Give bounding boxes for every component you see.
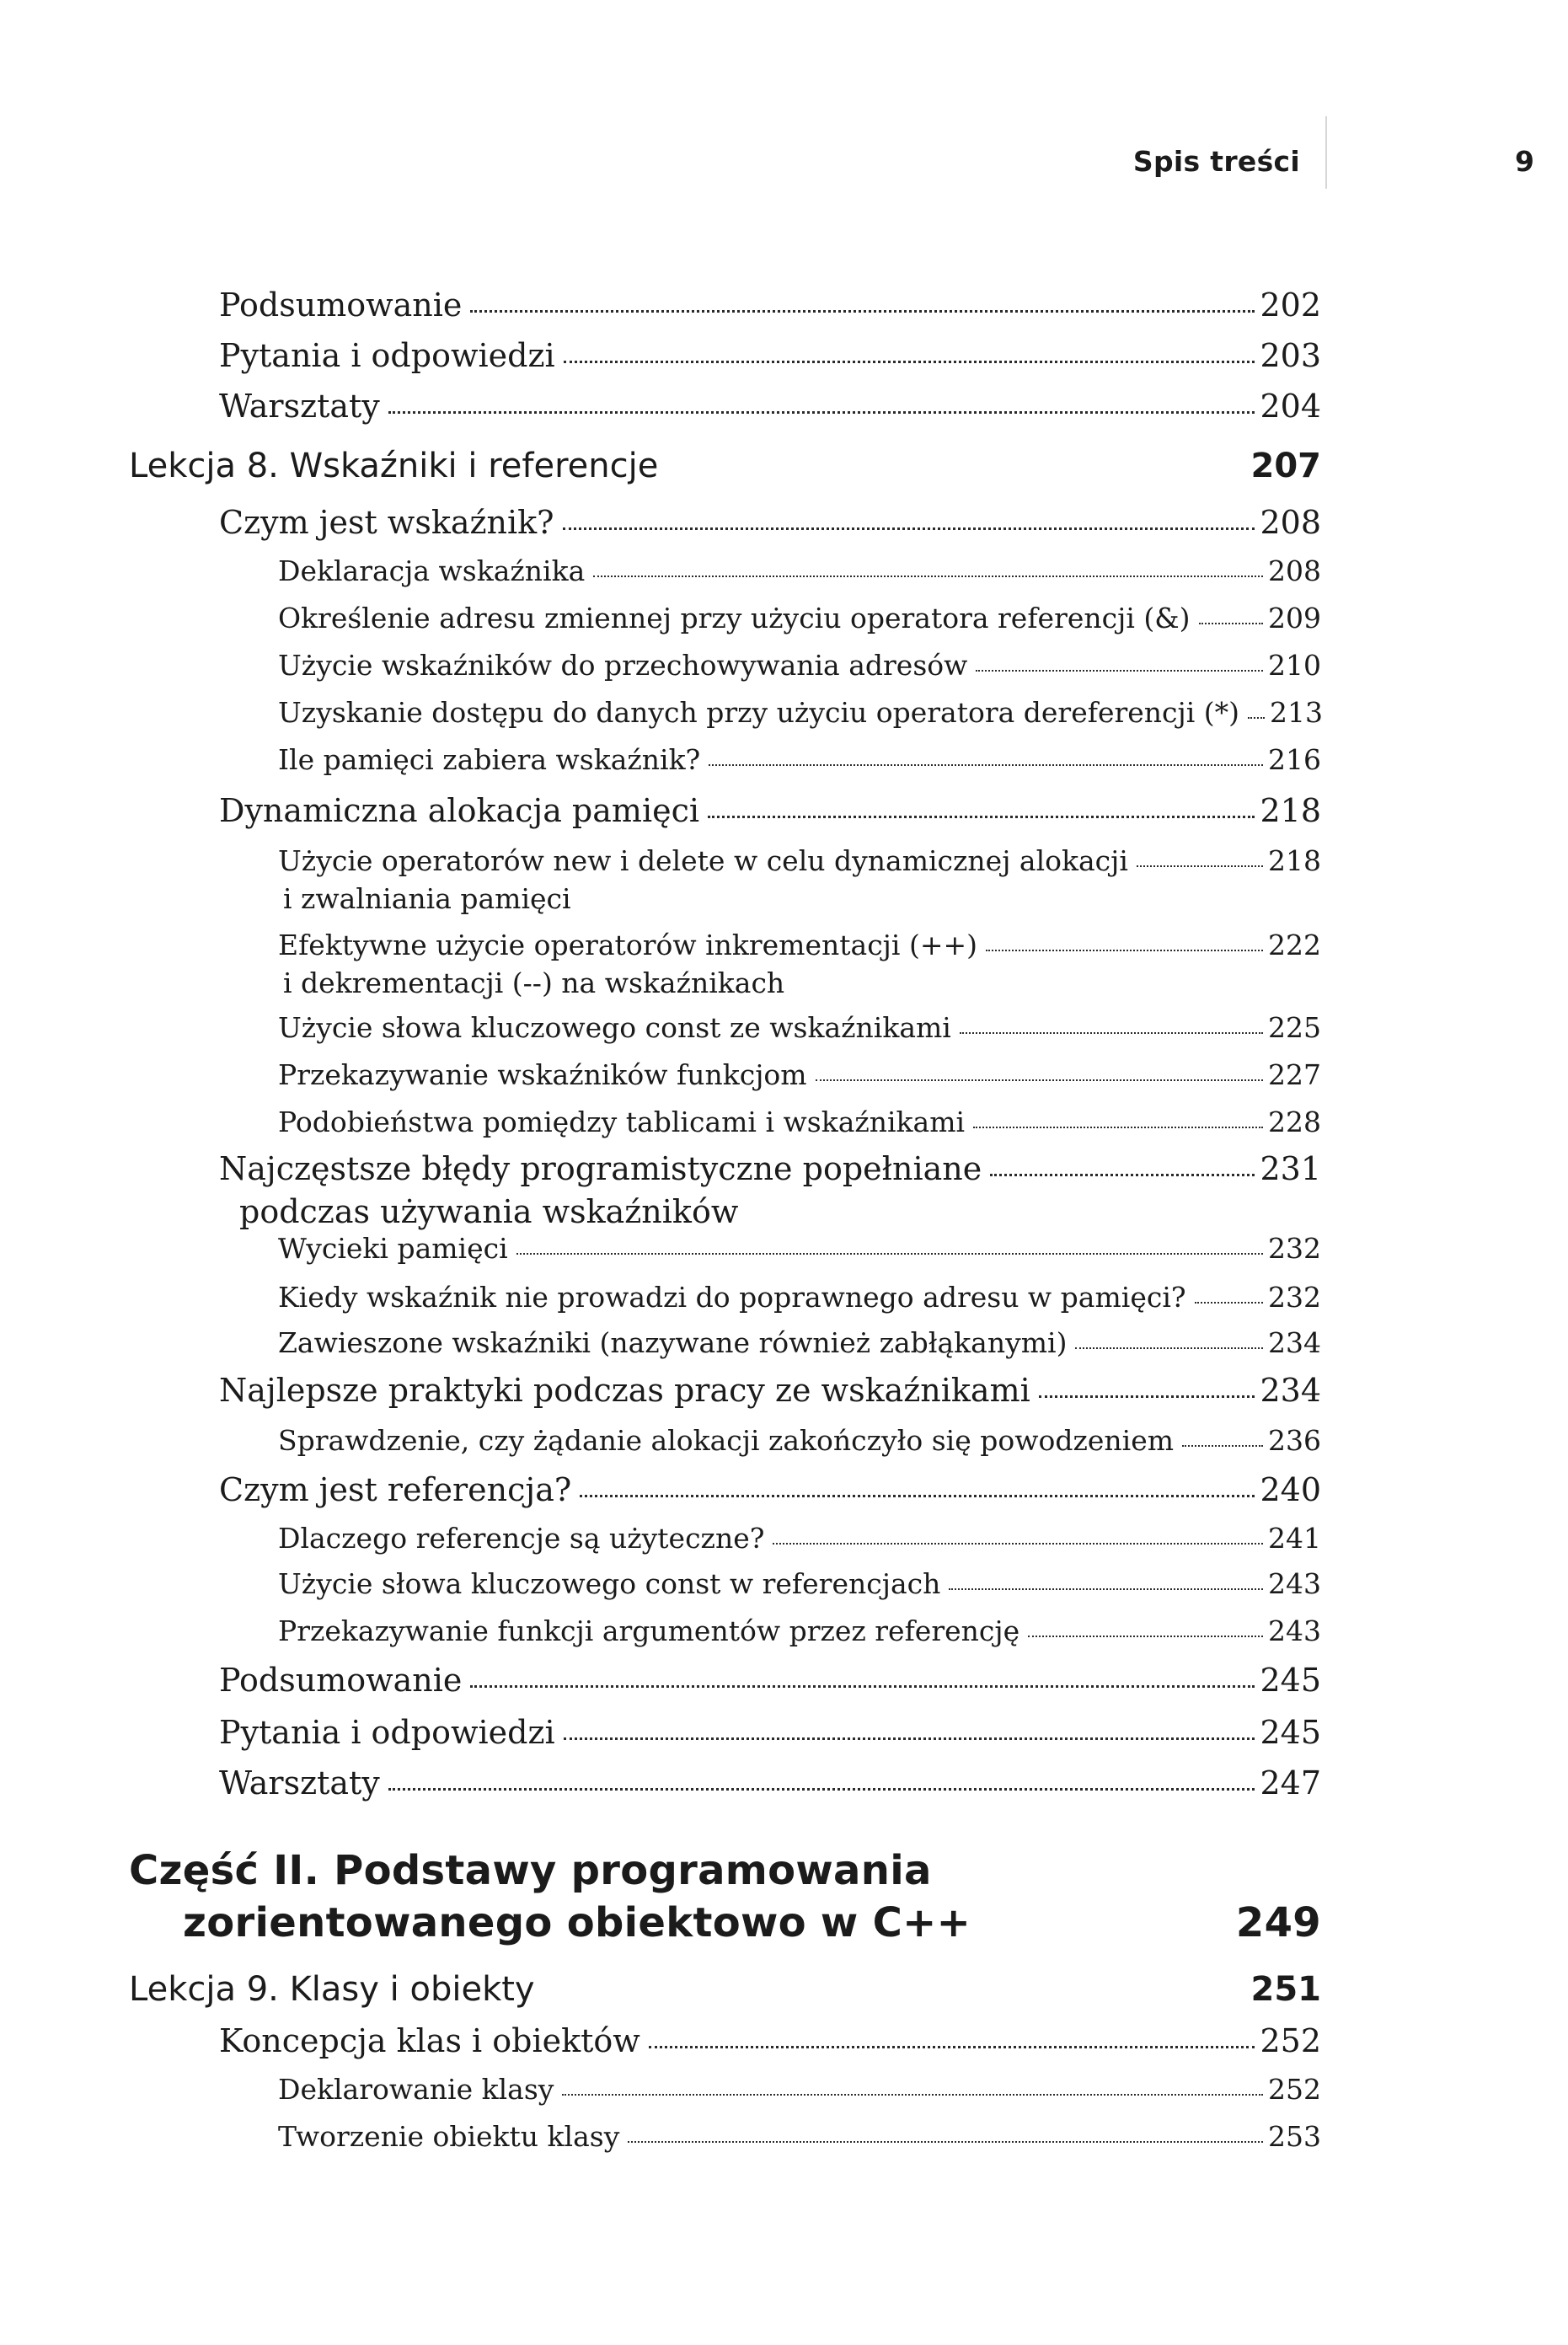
toc-entry[interactable] <box>219 1764 1321 1802</box>
dot-leader <box>949 1587 1263 1590</box>
toc-entry-page: 202 <box>1260 286 1321 324</box>
toc-entry-label: Użycie wskaźników do przechowywania adresów <box>278 649 968 682</box>
toc-entry-label: Ile pamięci zabiera wskaźnik? <box>278 743 701 776</box>
toc-entry-label: Kiedy wskaźnik nie prowadzi do poprawnego adresu w pamięci? <box>278 1281 1186 1314</box>
toc-entry-page: 234 <box>1260 1372 1321 1409</box>
toc-entry[interactable] <box>278 696 1324 729</box>
dot-leader <box>564 360 1255 363</box>
toc-entry-label: Koncepcja klas i obiektów <box>219 2022 640 2059</box>
dot-leader <box>773 1542 1263 1545</box>
toc-entry-label: Podsumowanie <box>219 286 463 324</box>
toc-entry[interactable] <box>278 1522 1321 1555</box>
toc-entry[interactable] <box>219 2022 1321 2059</box>
toc-entry-label: Dlaczego referencje są użyteczne? <box>278 1522 765 1555</box>
toc-entry-label: Lekcja 8. Wskaźniki i referencje <box>129 447 659 485</box>
toc-entry[interactable] <box>278 1567 1321 1600</box>
toc-entry-label: Uzyskanie dostępu do danych przy użyciu operatora dereferencji (*) <box>278 696 1240 729</box>
dot-leader <box>562 2093 1263 2096</box>
toc-entry-label: Dynamiczna alokacja pamięci <box>219 792 700 829</box>
toc-entry-page: 232 <box>1268 1281 1321 1314</box>
page-number: 9 <box>1515 145 1534 178</box>
toc-entry[interactable] <box>219 1372 1321 1409</box>
dot-leader <box>973 1126 1263 1128</box>
part-page-number: 249 <box>1235 1899 1321 1946</box>
dot-leader <box>470 309 1255 313</box>
toc-entry[interactable] <box>219 792 1321 829</box>
toc-entry-label-line2: podczas używania wskaźników <box>239 1193 739 1231</box>
toc-entry-page: 253 <box>1268 2120 1321 2153</box>
dot-leader <box>516 1252 1263 1255</box>
toc-entry-page: 241 <box>1268 1522 1321 1555</box>
dot-leader <box>1195 1301 1263 1304</box>
toc-entry-label: Pytania i odpowiedzi <box>219 337 555 374</box>
dot-leader <box>1182 1444 1263 1447</box>
toc-entry-label-line2: i dekrementacji (--) na wskaźnikach <box>283 966 785 999</box>
dot-leader <box>986 949 1263 951</box>
toc-entry-label: Warsztaty <box>219 388 380 425</box>
toc-entry-page: 243 <box>1268 1567 1321 1600</box>
toc-entry[interactable] <box>278 649 1321 682</box>
toc-entry-page: 218 <box>1268 844 1321 877</box>
toc-entry-label-line1: Użycie operatorów new i delete w celu dynamicznej alokacji <box>278 844 1128 877</box>
toc-entry-label: Użycie słowa kluczowego const ze wskaźnikami <box>278 1011 951 1044</box>
toc-entry-page: 227 <box>1268 1058 1321 1091</box>
dot-leader <box>580 1494 1255 1497</box>
dot-leader <box>976 669 1263 672</box>
dot-leader <box>563 527 1255 530</box>
toc-entry[interactable] <box>219 504 1321 541</box>
toc-entry-page: 213 <box>1270 696 1324 729</box>
toc-entry[interactable] <box>278 1106 1321 1138</box>
dot-leader <box>1199 622 1263 624</box>
toc-entry-label: Podsumowanie <box>219 1662 463 1699</box>
toc-entry[interactable] <box>278 1058 1321 1091</box>
dot-leader <box>470 1684 1255 1688</box>
dot-leader <box>564 1737 1255 1740</box>
toc-entry-label: Zawieszone wskaźniki (nazywane również zabłąkanymi) <box>278 1326 1068 1359</box>
toc-entry-label <box>219 1148 982 1234</box>
toc-entry-page: 245 <box>1260 1714 1321 1751</box>
dot-leader <box>649 2045 1255 2048</box>
toc-entry[interactable] <box>219 1471 1321 1508</box>
toc-entry-page: 251 <box>1250 1970 1321 2009</box>
toc-entry-page: 240 <box>1260 1471 1321 1508</box>
toc-entry[interactable] <box>278 843 1321 918</box>
toc-entry-label: Warsztaty <box>219 1764 380 1802</box>
toc-entry-page: 247 <box>1260 1764 1321 1802</box>
toc-entry[interactable] <box>278 1281 1321 1314</box>
toc-entry-label: Tworzenie obiektu klasy <box>278 2120 620 2153</box>
lesson-heading[interactable] <box>129 447 1321 485</box>
toc-entry-page: 252 <box>1268 2073 1321 2106</box>
toc-entry[interactable] <box>219 1662 1321 1699</box>
toc-entry-page: 210 <box>1268 649 1321 682</box>
dot-leader <box>816 1079 1263 1081</box>
toc-entry[interactable] <box>278 2073 1321 2106</box>
dot-leader <box>388 410 1255 414</box>
toc-entry-label: Deklarowanie klasy <box>278 2073 554 2106</box>
toc-entry-label: Najlepsze praktyki podczas pracy ze wskaźnikami <box>219 1372 1030 1409</box>
toc-entry-page: 207 <box>1250 447 1321 485</box>
toc-entry-label-line1: Najczęstsze błędy programistyczne popełniane <box>219 1150 982 1187</box>
toc-entry-label: Użycie słowa kluczowego const w referencjach <box>278 1567 941 1600</box>
toc-entry-page: 208 <box>1268 554 1321 587</box>
dot-leader <box>960 1031 1263 1034</box>
toc-entry-label: Przekazywanie funkcji argumentów przez referencję <box>278 1614 1020 1647</box>
toc-entry-page: 204 <box>1260 388 1321 425</box>
toc-entry-page: 209 <box>1268 602 1321 634</box>
dot-leader <box>708 815 1255 818</box>
lesson-heading[interactable] <box>129 1970 1321 2009</box>
toc-entry-page: 222 <box>1268 929 1321 961</box>
toc-entry[interactable] <box>278 1232 1321 1265</box>
toc-entry-page: 231 <box>1260 1150 1321 1187</box>
toc-entry[interactable] <box>278 1011 1321 1044</box>
toc-entry[interactable] <box>278 743 1321 776</box>
running-header-title: Spis treści <box>1132 145 1300 178</box>
toc-entry[interactable] <box>219 1714 1321 1751</box>
toc-entry[interactable] <box>219 1148 1321 1234</box>
toc-entry-label: Wycieki pamięci <box>278 1232 508 1265</box>
part-heading <box>129 1845 1321 1950</box>
toc-entry-page: 234 <box>1268 1326 1321 1359</box>
toc-entry[interactable] <box>219 388 1321 425</box>
dot-leader <box>1137 865 1263 867</box>
toc-entry[interactable] <box>278 1424 1321 1457</box>
dot-leader <box>628 2140 1263 2143</box>
toc-entry[interactable] <box>278 554 1321 587</box>
toc-entry-label: Czym jest wskaźnik? <box>219 504 554 541</box>
toc-entry-page: 236 <box>1268 1424 1321 1457</box>
toc-entry-label <box>278 843 1128 918</box>
toc-entry-label: Sprawdzenie, czy żądanie alokacji zakończyło się powodzeniem <box>278 1424 1175 1457</box>
toc-entry[interactable] <box>219 337 1321 374</box>
dot-leader <box>990 1173 1255 1176</box>
dot-leader <box>709 763 1263 766</box>
dot-leader <box>593 575 1263 577</box>
toc-entry-page: 243 <box>1268 1614 1321 1647</box>
dot-leader <box>388 1787 1255 1791</box>
toc-entry-page: 245 <box>1260 1662 1321 1699</box>
toc-entry-page: 232 <box>1268 1232 1321 1265</box>
toc-entry-page: 228 <box>1268 1106 1321 1138</box>
toc-entry[interactable] <box>278 1326 1321 1359</box>
toc-entry-label: Lekcja 9. Klasy i obiekty <box>129 1970 535 2009</box>
toc-entry-label: Pytania i odpowiedzi <box>219 1714 555 1751</box>
toc-entry-page: 208 <box>1260 504 1321 541</box>
toc-entry-page: 252 <box>1260 2022 1321 2059</box>
dot-leader <box>1039 1395 1255 1398</box>
toc-entry[interactable] <box>278 1614 1321 1647</box>
toc-entry-label: Określenie adresu zmiennej przy użyciu operatora referencji (&) <box>278 602 1191 634</box>
toc-entry-label <box>278 927 977 1002</box>
toc-entry[interactable] <box>278 602 1321 634</box>
toc-entry-page: 203 <box>1260 337 1321 374</box>
header-divider <box>1325 116 1327 189</box>
part-title-line2: zorientowanego obiektowo w C++ <box>183 1899 971 1946</box>
toc-entry-label-line1: Efektywne użycie operatorów inkrementacji (++) <box>278 929 977 961</box>
toc-entry-label: Deklaracja wskaźnika <box>278 554 586 587</box>
toc-entry-label: Przekazywanie wskaźników funkcjom <box>278 1058 807 1091</box>
toc-entry-label: Czym jest referencja? <box>219 1471 572 1508</box>
toc-entry[interactable] <box>219 286 1321 324</box>
toc-entry-page: 216 <box>1268 743 1321 776</box>
dot-leader <box>1028 1635 1263 1637</box>
dot-leader <box>1075 1347 1263 1349</box>
toc-entry[interactable] <box>278 927 1321 1002</box>
part-title-line1: Część II. Podstawy programowania <box>129 1847 932 1894</box>
toc-entry[interactable] <box>278 2120 1321 2153</box>
toc-entry-label: Podobieństwa pomiędzy tablicami i wskaźnikami <box>278 1106 966 1138</box>
toc-entry-page: 218 <box>1260 792 1321 829</box>
dot-leader <box>1248 716 1265 719</box>
toc-entry-page: 225 <box>1268 1011 1321 1044</box>
toc-entry-label-line2: i zwalniania pamięci <box>283 881 571 915</box>
